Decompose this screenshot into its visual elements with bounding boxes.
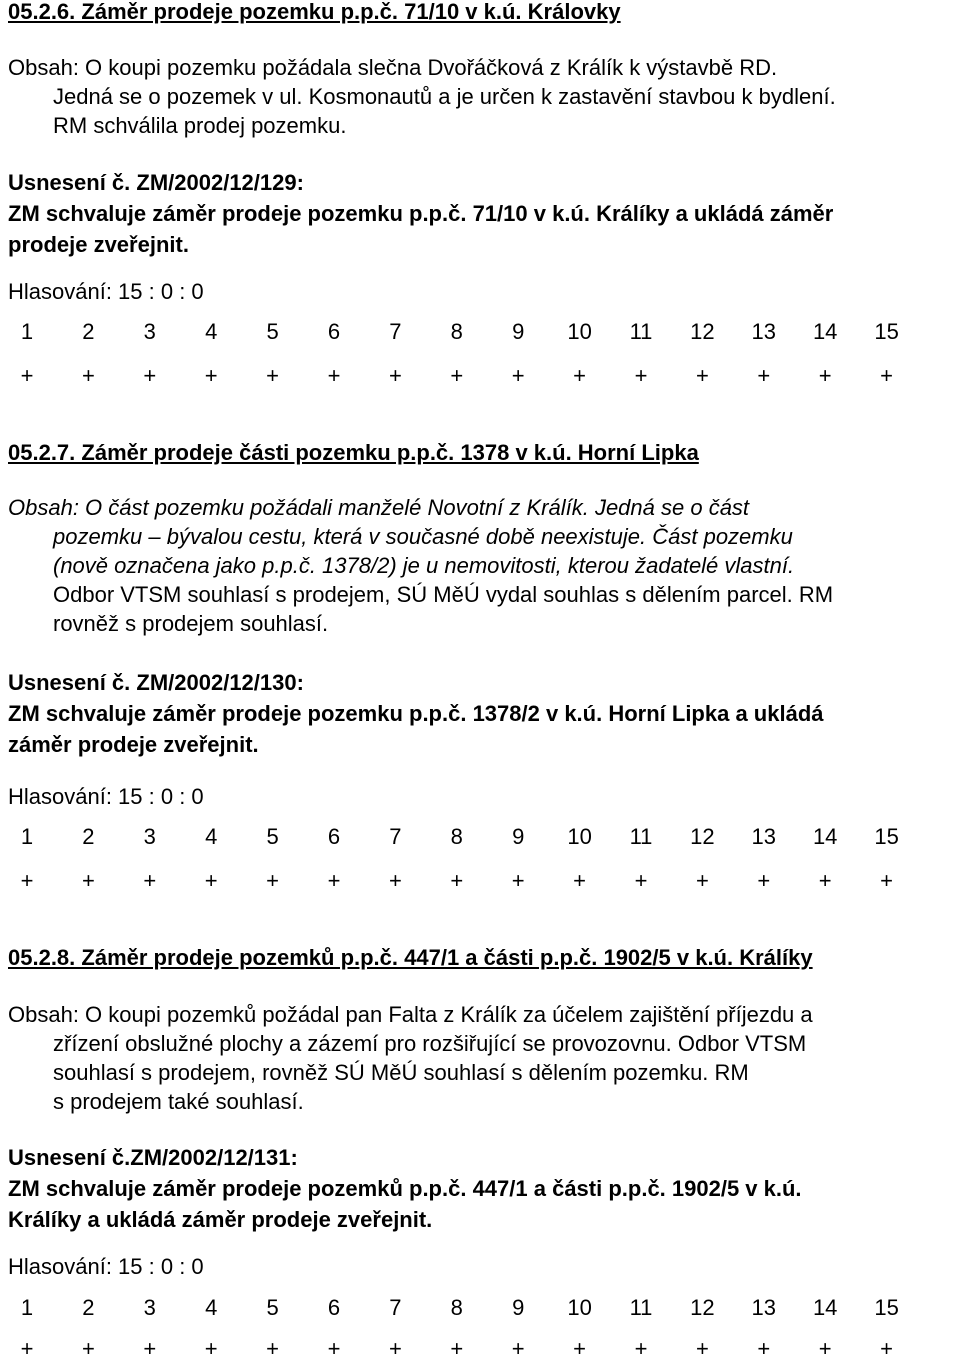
vote-mark: + (818, 1336, 832, 1361)
member-number: 9 (512, 824, 525, 849)
vote-marks-row (8, 1334, 950, 1364)
vote-mark: + (511, 363, 525, 388)
vote-mark: + (204, 868, 218, 893)
vote-mark: + (81, 363, 95, 388)
member-number: 1 (20, 824, 34, 849)
member-number: 6 (327, 1295, 341, 1320)
member-number: 7 (389, 1295, 402, 1320)
vote-mark: + (757, 1336, 771, 1361)
vote-label: Hlasování: 15 : 0 : 0 (8, 1254, 204, 1279)
resolution-text: prodeje zveřejnit. (8, 232, 189, 257)
vote-mark: + (695, 1336, 709, 1361)
vote-mark: + (20, 1336, 34, 1361)
member-number: 15 (874, 824, 899, 849)
vote-label: Hlasování: 15 : 0 : 0 (8, 784, 204, 809)
vote-mark: + (511, 868, 525, 893)
member-number: 4 (205, 1295, 218, 1320)
vote-mark: + (20, 868, 34, 893)
vote-mark: + (327, 868, 341, 893)
member-number: 15 (874, 319, 899, 344)
section-heading: 05.2.8. Záměr prodeje pozemků p.p.č. 447/1 a části p.p.č. 1902/5 v k.ú. Králíky (8, 945, 813, 970)
resolution-text: Králíky a ukládá záměr prodeje zveřejnit. (8, 1207, 433, 1232)
vote-mark: + (450, 363, 464, 388)
resolution-text: ZM schvaluje záměr prodeje pozemků p.p.č. 447/1 a části p.p.č. 1902/5 v k.ú. (8, 1176, 802, 1201)
member-number: 12 (690, 824, 715, 849)
member-number: 14 (812, 319, 838, 344)
content-line: rovněž s prodejem souhlasí. (53, 611, 329, 636)
member-number: 3 (143, 319, 156, 344)
member-number: 1 (20, 319, 34, 344)
vote-mark: + (450, 1336, 464, 1361)
member-number: 13 (751, 319, 777, 344)
member-number: 10 (567, 319, 592, 344)
member-number: 2 (82, 824, 95, 849)
vote-mark: + (573, 868, 587, 893)
vote-mark: + (327, 1336, 341, 1361)
section-heading: 05.2.7. Záměr prodeje části pozemku p.p.č. 1378 v k.ú. Horní Lipka (8, 440, 699, 465)
member-number: 11 (629, 1295, 653, 1320)
resolution (8, 667, 950, 760)
vote-mark: + (266, 1336, 280, 1361)
vote-mark: + (695, 868, 709, 893)
vote-mark: + (204, 1336, 218, 1361)
vote-mark: + (143, 868, 157, 893)
member-number: 12 (690, 1295, 715, 1320)
resolution-number: Usnesení č. ZM/2002/12/130: (8, 670, 304, 695)
vote-mark: + (388, 363, 402, 388)
member-number: 6 (327, 319, 341, 344)
vote-mark: + (757, 363, 771, 388)
vote-mark: + (573, 1336, 587, 1361)
content-line: zřízení obslužné plochy a zázemí pro rozšiřující se provozovnu. Odbor VTSM (53, 1031, 807, 1056)
vote-marks-row (8, 866, 950, 896)
vote-numbers-row (8, 1293, 950, 1323)
member-number: 8 (450, 319, 463, 344)
content-line: Obsah: O část pozemku požádali manželé Novotní z Králík. Jedná se o část (8, 495, 750, 520)
vote-mark: + (818, 363, 832, 388)
member-number: 4 (205, 319, 218, 344)
vote-mark: + (204, 363, 218, 388)
vote-mark: + (634, 868, 648, 893)
member-number: 14 (812, 824, 838, 849)
vote-numbers-row (8, 317, 950, 347)
vote-mark: + (143, 1336, 157, 1361)
vote-mark: + (880, 1336, 894, 1361)
vote-mark: + (81, 868, 95, 893)
member-number: 5 (266, 1295, 279, 1320)
content-line: Obsah: O koupi pozemků požádal pan Falta z Králík za účelem zajištění příjezdu a (8, 1002, 813, 1027)
vote-mark: + (266, 868, 280, 893)
resolution-number: Usnesení č.ZM/2002/12/131: (8, 1145, 298, 1170)
content-line: pozemku – bývalou cestu, která v současné době neexistuje. Část pozemku (53, 524, 793, 549)
resolution (8, 1142, 950, 1235)
section-content (8, 1000, 948, 1116)
member-number: 5 (266, 824, 279, 849)
content-line: Jedná se o pozemek v ul. Kosmonautů a je určen k zastavění stavbou k bydlení. (53, 84, 836, 109)
vote-marks-row (8, 361, 950, 391)
content-line: Obsah: O koupi pozemku požádala slečna Dvořáčková z Králík k výstavbě RD. (8, 55, 778, 80)
member-number: 9 (512, 1295, 525, 1320)
vote-label: Hlasování: 15 : 0 : 0 (8, 279, 204, 304)
member-number: 13 (751, 824, 777, 849)
section-content (8, 493, 948, 638)
member-number: 3 (143, 824, 156, 849)
vote-mark: + (634, 363, 648, 388)
vote-mark: + (757, 868, 771, 893)
member-number: 2 (82, 319, 95, 344)
vote-numbers-row (8, 822, 950, 852)
resolution (8, 167, 950, 260)
vote-mark: + (327, 363, 341, 388)
member-number: 8 (450, 1295, 463, 1320)
member-number: 14 (812, 1295, 838, 1320)
content-line: s prodejem také souhlasí. (53, 1089, 304, 1114)
content-line: (nově označena jako p.p.č. 1378/2) je u nemovitosti, kterou žadatelé vlastní. (53, 553, 795, 578)
vote-mark: + (20, 363, 34, 388)
member-number: 6 (327, 824, 341, 849)
member-number: 11 (629, 824, 653, 849)
vote-mark: + (388, 868, 402, 893)
member-number: 10 (567, 824, 592, 849)
vote-mark: + (143, 363, 157, 388)
member-number: 7 (389, 824, 402, 849)
vote-mark: + (818, 868, 832, 893)
member-number: 15 (874, 1295, 899, 1320)
member-number: 8 (450, 824, 463, 849)
member-number: 2 (82, 1295, 95, 1320)
vote-mark: + (880, 363, 894, 388)
vote-mark: + (634, 1336, 648, 1361)
vote-mark: + (266, 363, 280, 388)
member-number: 5 (266, 319, 279, 344)
content-line: souhlasí s prodejem, rovněž SÚ MěÚ souhlasí s dělením pozemku. RM (53, 1060, 749, 1085)
content-line: Odbor VTSM souhlasí s prodejem, SÚ MěÚ vydal souhlas s dělením parcel. RM (53, 582, 834, 607)
vote-mark: + (880, 868, 894, 893)
vote-mark: + (511, 1336, 525, 1361)
content-line: RM schválila prodej pozemku. (53, 113, 347, 138)
member-number: 7 (389, 319, 402, 344)
resolution-number: Usnesení č. ZM/2002/12/129: (8, 170, 304, 195)
section-heading: 05.2.6. Záměr prodeje pozemku p.p.č. 71/10 v k.ú. Královky (8, 0, 621, 24)
member-number: 11 (629, 319, 653, 344)
member-number: 9 (512, 319, 525, 344)
vote-mark: + (81, 1336, 95, 1361)
vote-mark: + (450, 868, 464, 893)
section-content (8, 53, 948, 140)
resolution-text: ZM schvaluje záměr prodeje pozemku p.p.č. 71/10 v k.ú. Králíky a ukládá záměr (8, 201, 834, 226)
vote-mark: + (695, 363, 709, 388)
resolution-text: záměr prodeje zveřejnit. (8, 732, 259, 757)
member-number: 4 (205, 824, 218, 849)
vote-mark: + (388, 1336, 402, 1361)
vote-mark: + (573, 363, 587, 388)
member-number: 3 (143, 1295, 156, 1320)
resolution-text: ZM schvaluje záměr prodeje pozemku p.p.č. 1378/2 v k.ú. Horní Lipka a ukládá (8, 701, 824, 726)
member-number: 12 (690, 319, 715, 344)
member-number: 1 (20, 1295, 34, 1320)
member-number: 13 (751, 1295, 777, 1320)
member-number: 10 (567, 1295, 592, 1320)
